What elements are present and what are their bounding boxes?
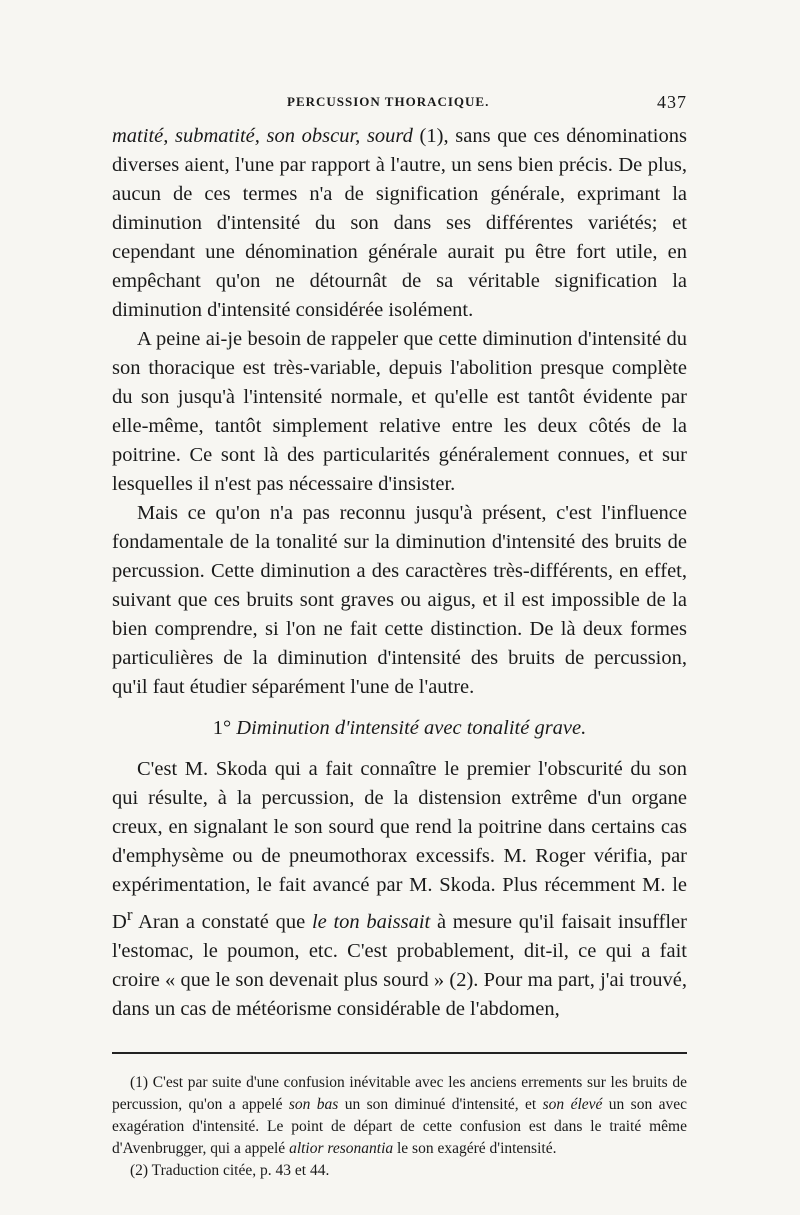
running-title: PERCUSSION THORACIQUE. [287, 94, 490, 109]
paragraph-1 [112, 122, 687, 325]
section-number: 1° [212, 717, 232, 739]
paragraph-4 [112, 755, 687, 1024]
footnote-1 [112, 1072, 687, 1160]
footnote-1-italic-2: son élevé [542, 1095, 603, 1113]
footnote-1-italic-3: altior resonantia [289, 1139, 394, 1157]
paragraph-2: A peine ai-je besoin de rappeler que cette diminution d'intensité du son thoracique est très-variable, depuis l'abolition presque complète du son jusqu'à l'intensité normale, et qu'elle est tantôt évidente par elle-même, tantôt simplement relative entre les deux côtés de la poitrine. Ce sont là des particularités généralement connues, et sur lesquelles il n'est pas nécessaire d'insister. [112, 328, 687, 495]
footnote-1-c: un son avec exagération d'intensité. Le point de départ de cette confusion est dans le traité même d'Avenbrugger, qui a appelé [112, 1095, 687, 1157]
footnote-1-italic-1: son bas [288, 1095, 339, 1113]
paragraph-4-text-a: C'est M. Skoda qui a fait connaître le premier l'obscurité du son qui résulte, à la percussion, de la distension extrême d'un organe creux, en signalant le son sourd que rend la poitrine dans certains cas d'emphysème ou de pneumothorax excessifs. M. Roger vérifia, par expérimentation, le fait avancé par M. Skoda. Plus récemment M. le D [112, 758, 687, 933]
main-text [112, 122, 687, 1024]
footnote-2: (2) Traduction citée, p. 43 et 44. [130, 1161, 330, 1179]
section-heading [112, 714, 687, 743]
paragraph-3: Mais ce qu'on n'a pas reconnu jusqu'à présent, c'est l'influence fondamentale de la tonalité sur la diminution d'intensité des bruits de percussion. Cette diminution a des caractères très-différents, en effet, suivant que ces bruits sont graves ou aigus, et il est impossible de la bien comprendre, si l'on ne fait cette distinction. De là deux formes particulières de la diminution d'intensité des bruits de percussion, qu'il faut étudier séparément l'une de l'autre. [112, 502, 687, 698]
paragraph-4-text-b: Aran a constaté que [132, 910, 312, 933]
section-title: Diminution d'intensité avec tonalité grave. [236, 717, 587, 739]
superscript-r: r [126, 905, 133, 924]
book-page [112, 92, 687, 1182]
footnote-rule [112, 1052, 687, 1054]
paragraph-1-text: (1), sans que ces dénominations diverses aient, l'une par rapport à l'autre, un sens bien précis. De plus, aucun de ces termes n'a de signification générale, exprimant la diminution d'intensité du son dans ses différentes variétés; et cependant une dénomination générale aurait pu être fort utile, en empêchant qu'on ne détournât de sa véritable signification la diminution d'intensité considérée isolément. [112, 125, 687, 321]
footnote-1-a: (1) C'est par suite d'une confusion inévitable avec les anciens errements sur les bruits de percussion, qu'on a appelé [112, 1073, 687, 1113]
page-number: 437 [657, 92, 687, 112]
paragraph-4-text-c: à mesure qu'il faisait insuffler l'estomac, le poumon, etc. C'est probablement, dit-il, ce qui a fait croire « que le son devenait plus sourd » (2). Pour ma part, j'ai trouvé, dans un cas de météorisme considérable de l'abdomen, [112, 910, 687, 1020]
italic-terms: matité, submatité, son obscur, sourd [112, 125, 413, 147]
italic-quote: le ton baissait [311, 910, 431, 933]
footnotes [112, 1072, 687, 1182]
page-header [112, 92, 687, 122]
footnote-1-d: le son exagéré d'intensité. [393, 1139, 557, 1157]
footnote-1-b: un son diminué d'intensité, et [338, 1095, 543, 1113]
